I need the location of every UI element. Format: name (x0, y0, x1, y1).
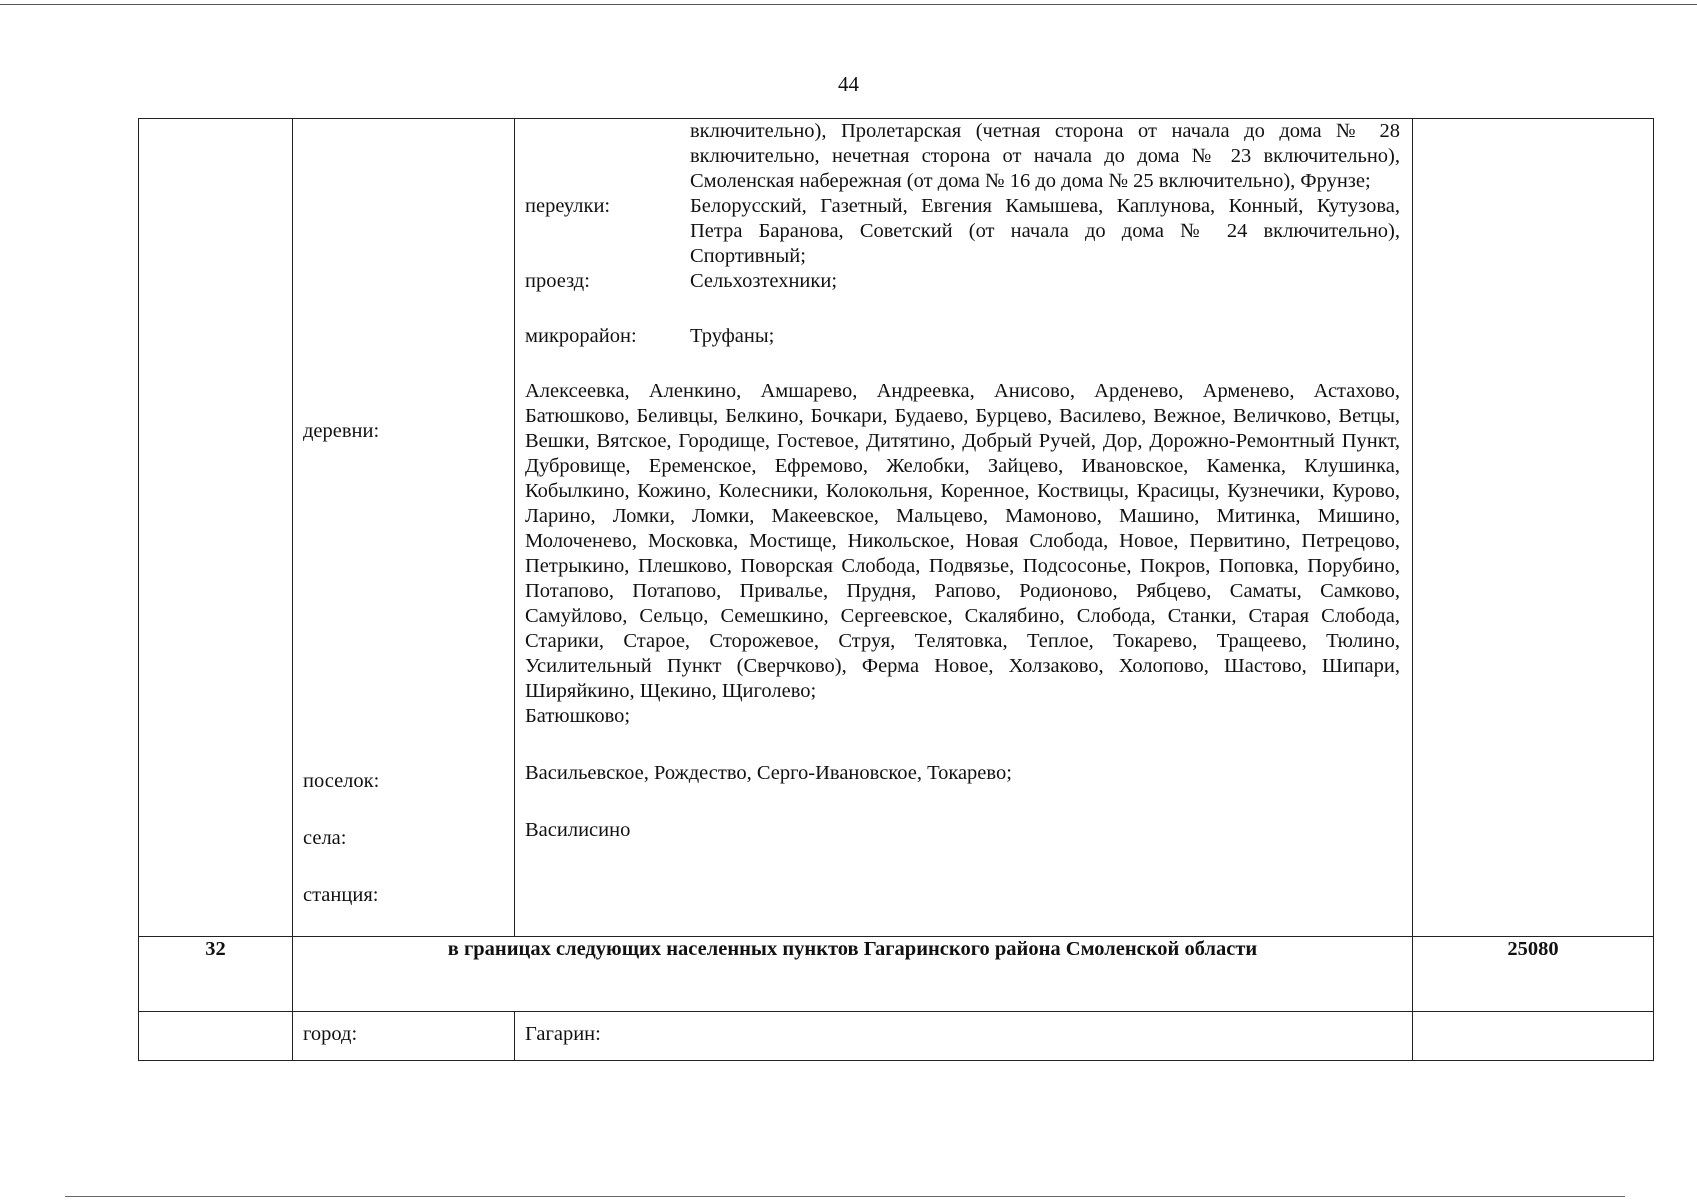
lanes-label: переулки: (525, 195, 611, 217)
villages-label: деревни: (303, 420, 380, 442)
city-label: город: (303, 1023, 358, 1045)
table-row-city (139, 1012, 1654, 1061)
passage-row (525, 269, 1400, 294)
lanes-text: Белорусский, Газетный, Евгения Камышева, Каплунова, Конный, Кутузова, Петра Баранова, Советский (от начала до дома № 24 включительно), Спортивный; (690, 195, 1400, 267)
station-text: Василисино (525, 819, 631, 841)
settlement-label: поселок: (303, 770, 380, 792)
station-label: станция: (303, 884, 379, 906)
number-cell-empty (139, 119, 293, 937)
population-cell-empty (1413, 119, 1654, 937)
microdistrict-row (525, 324, 1400, 349)
city-number-cell-empty (139, 1012, 293, 1061)
table-row-district-32 (139, 937, 1654, 1012)
streets-tail-text: включительно), Пролетарская (четная сторона от начала до дома № 28 включительно, нечетная сторона от начала до дома № 23 включительно), Смоленская набережная (от дома № 16 до дома № 25 включительно), Фрунзе; (690, 120, 1400, 192)
streets-continuation (525, 119, 1400, 194)
passage-text: Сельхозтехники; (690, 270, 838, 292)
city-names-cell (515, 1012, 1413, 1061)
selo-text: Васильевское, Рождество, Серго-Ивановское, Токарево; (525, 762, 1012, 784)
bottom-edge-rule (65, 1196, 1625, 1197)
page-number: 44 (838, 72, 859, 96)
microdistrict-text: Труфаны; (690, 325, 775, 347)
city-type-cell (293, 1012, 515, 1061)
selo-label: села: (303, 827, 347, 849)
top-edge-rule (0, 4, 1697, 5)
city-population-cell-empty (1413, 1012, 1654, 1061)
settlement-type-cell (293, 119, 515, 937)
district-number: 32 (139, 937, 293, 1012)
settlement-text: Батюшково; (525, 705, 631, 727)
district-population: 25080 (1413, 937, 1654, 1012)
city-text: Гагарин: (525, 1023, 601, 1045)
passage-label: проезд: (525, 270, 590, 292)
table-row-continuation (139, 119, 1654, 937)
villages-text: Алексеевка, Аленкино, Амшарево, Андреевка, Анисово, Арденево, Арменево, Астахово, Батюшково, Беливцы, Белкино, Бочкари, Будаево, Бурцево, Василево, Вежное, Величково, Ветцы, Вешки, Вятское, Городище, Гостевое, Дитятино, Добрый Ручей, Дор, Дорожно-Ремонтный Пункт, Дубровище, Еременское, Ефремово, Желобки, Зайцево, Ивановское, Каменка, Клушинка, Кобылкино, Кожино, Колесники, Колокольня, Коренное, Коствицы, Красицы, Кузнечики, Курово, Ларино, Ломки, Ломки, Макеевское, Мальцево, Мамоново, Машино, Митинка, Мишино, Молоченево, Московка, Мостище, Никольское, Новая Слобода, Новое, Первитино, Петрецово, Петрыкино, Плешково, Поворская Слобода, Подвязье, Подсосонье, Покров, Поповка, Порубино, Потапово, Потапово, Привалье, Прудня, Рапово, Родионово, Рябцево, Саматы, Самково, Самуйлово, Сельцо, Семешкино, Сергеевское, Скалябино, Слобода, Станки, Старая Слобода, Старики, Старое, Сторожевое, Струя, Телятовка, Теплое, Токарево, Тращеево, Тюлино, Усилительный Пункт (Сверчково), Ферма Новое, Холзаково, Холопово, Шастово, Шипари, Ширяйкино, Щекино, Щиголево; (525, 380, 1400, 702)
districts-table (138, 118, 1654, 1061)
lanes-row (525, 194, 1400, 269)
district-title: в границах следующих населенных пунктов Гагаринского района Смоленской области (293, 937, 1413, 1012)
microdistrict-label: микрорайон: (525, 325, 637, 347)
settlement-names-cell (515, 119, 1413, 937)
